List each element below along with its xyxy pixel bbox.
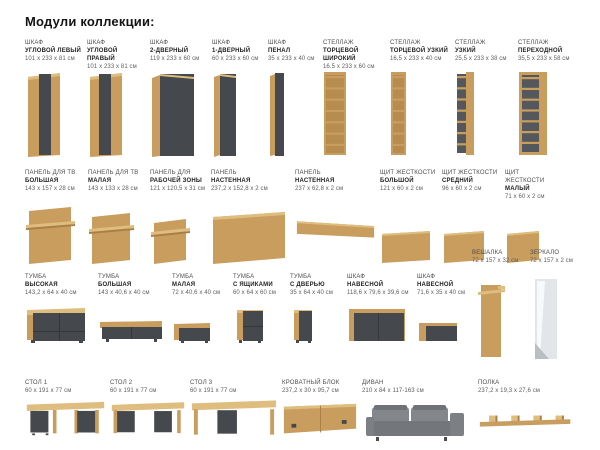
tv-panel-small-drawing	[88, 209, 136, 265]
cabinet-high-drawing	[25, 305, 87, 343]
module-dims: 237,2 х 152,8 х 2 см	[211, 186, 268, 192]
wall-cabinet-large-image	[347, 301, 413, 343]
corner-wardrobe-left-image	[25, 69, 83, 157]
module-label	[98, 273, 168, 301]
module-card	[380, 169, 442, 265]
module-dims: 118,6 х 79,6 х 39,6 см	[347, 290, 409, 296]
module-dims: 60 х 233 х 60 см	[212, 56, 259, 62]
module-label	[25, 39, 83, 69]
module-variant: С ДВЕРЬЮ	[290, 282, 325, 288]
module-name: ПАНЕЛЬ	[211, 170, 237, 176]
rack-end-wide-image	[323, 69, 386, 157]
rack-end-wide-drawing	[323, 69, 347, 157]
module-name: ПАНЕЛЬ ДЛЯ ТВ	[25, 170, 76, 176]
wardrobe-penal-image	[268, 69, 319, 157]
coat-hanger-image	[472, 277, 526, 361]
module-card	[362, 379, 478, 445]
module-name: ПАНЕЛЬ ДЛЯ	[150, 170, 191, 176]
module-dims: 72 х 157 х 32 см	[472, 258, 519, 264]
module-name: СТОЛ 1	[25, 380, 48, 386]
module-name: ВЕШАЛКА	[472, 250, 503, 256]
desk-3-image	[190, 397, 278, 445]
cabinet-drawers-image	[233, 301, 286, 343]
module-card	[233, 273, 290, 343]
module-variant: МАЛАЯ	[172, 282, 196, 288]
module-name: ЩИТ ЖЕСТКОСТИ	[505, 170, 545, 184]
module-dims: 121 х 60 х 2 см	[380, 186, 423, 192]
module-label	[290, 273, 343, 301]
module-card	[98, 273, 172, 343]
module-name: ЩИТ ЖЕСТКОСТИ	[442, 170, 498, 176]
cabinet-high-image	[25, 301, 94, 343]
module-variant: БОЛЬШАЯ	[25, 178, 59, 184]
module-card	[25, 169, 88, 265]
mirror-image	[530, 277, 581, 361]
module-card	[518, 39, 578, 157]
cabinet-door-image	[290, 301, 343, 343]
module-label	[282, 379, 358, 397]
module-variant: УГЛОВОЙ ЛЕВЫЙ	[25, 48, 82, 54]
module-label	[472, 249, 526, 277]
module-name: ШКАФ	[25, 40, 44, 46]
module-name: СТЕЛЛАЖ	[455, 40, 486, 46]
module-card	[88, 169, 150, 265]
module-dims: 60 х 191 х 77 см	[25, 388, 72, 394]
module-card	[150, 169, 211, 265]
cabinet-small-drawing	[172, 321, 212, 343]
module-dims: 119 х 233 х 60 см	[150, 56, 200, 62]
module-card	[282, 379, 362, 445]
module-label	[25, 273, 94, 301]
cabinet-large-drawing	[98, 319, 164, 343]
module-card	[417, 273, 472, 343]
module-card	[455, 39, 518, 157]
module-name: СТЕЛЛАЖ	[323, 40, 354, 46]
module-row	[25, 250, 600, 361]
module-card	[25, 39, 87, 157]
module-dims: 71,6 х 35 х 40 см	[417, 290, 466, 296]
wardrobe-1-door-image	[212, 69, 264, 157]
wall-cabinet-large-drawing	[347, 307, 407, 343]
module-dims: 16,5 х 233 х 40 см	[390, 56, 442, 62]
module-card	[530, 249, 585, 361]
module-label	[150, 169, 207, 199]
sofa-drawing	[362, 399, 466, 445]
module-variant: НАСТЕННАЯ	[295, 178, 335, 184]
wall-cabinet-small-image	[417, 301, 468, 343]
module-label	[442, 169, 501, 199]
desk-3-drawing	[190, 395, 278, 443]
module-card	[172, 273, 233, 343]
module-name: ТУМБА	[290, 274, 312, 280]
module-variant: УГЛОВОЙ ПРАВЫЙ	[87, 48, 118, 62]
module-variant: ТОРЦЕВОЙ ШИРОКИЙ	[323, 48, 359, 62]
module-name: ТУМБА	[233, 274, 255, 280]
shelf-drawing	[478, 413, 574, 431]
shelf-image	[478, 397, 574, 445]
module-name: СТЕЛЛАЖ	[518, 40, 549, 46]
module-variant: С ЯЩИКАМИ	[233, 282, 273, 288]
module-variant: НАСТЕННАЯ	[211, 178, 251, 184]
work-zone-panel-image	[150, 199, 207, 265]
module-card	[212, 39, 268, 157]
module-dims: 60 х 64 х 60 см	[233, 290, 276, 296]
module-label	[478, 379, 574, 397]
module-variant: НАВЕСНОЙ	[347, 282, 384, 288]
module-label	[362, 379, 474, 397]
module-variant: РАБОЧЕЙ ЗОНЫ	[150, 178, 202, 184]
module-dims: 71 х 60 х 2 см	[505, 194, 545, 200]
module-name: ШКАФ	[150, 40, 169, 46]
modules-grid	[25, 39, 600, 445]
cabinet-drawers-drawing	[233, 307, 267, 343]
module-card	[190, 379, 282, 445]
module-card	[268, 39, 323, 157]
module-variant: ВЫСОКАЯ	[25, 282, 58, 288]
module-card	[295, 169, 380, 265]
module-name: ШКАФ	[87, 40, 106, 46]
rack-end-narrow-drawing	[390, 69, 407, 157]
module-name: ШКАФ	[212, 40, 231, 46]
wall-panel-low-drawing	[295, 215, 376, 243]
module-label	[233, 273, 286, 301]
module-name: ШКАФ	[268, 40, 287, 46]
module-dims: 237,2 х 30 х 95,7 см	[282, 388, 339, 394]
module-dims: 143 х 133 х 28 см	[88, 186, 138, 192]
wardrobe-2-door-drawing	[150, 69, 196, 157]
wardrobe-1-door-drawing	[212, 69, 238, 157]
module-dims: 121 х 120,5 х 31 см	[150, 186, 206, 192]
module-label	[518, 39, 574, 69]
wardrobe-2-door-image	[150, 69, 208, 157]
corner-wardrobe-right-image	[87, 69, 146, 157]
module-card	[25, 273, 98, 343]
module-label	[505, 169, 559, 199]
module-variant: НАВЕСНОЙ	[417, 282, 454, 288]
module-name: ПАНЕЛЬ	[295, 170, 321, 176]
module-label	[455, 39, 514, 69]
module-dims: 143,2 х 64 х 40 см	[25, 290, 77, 296]
module-name: ПОЛКА	[478, 380, 500, 386]
tv-panel-large-drawing	[25, 203, 77, 265]
rack-narrow-image	[455, 69, 514, 157]
rack-transition-drawing	[518, 69, 548, 157]
module-dims: 25,5 х 233 х 38 см	[455, 56, 507, 62]
wall-panel-low-image	[295, 199, 376, 265]
module-card	[390, 39, 455, 157]
wall-cabinet-small-drawing	[417, 321, 459, 343]
mirror-drawing	[530, 277, 562, 361]
module-card	[347, 273, 417, 343]
module-label	[212, 39, 264, 69]
module-card	[290, 273, 347, 343]
module-dims: 16.5 х 233 х 60 см	[323, 64, 375, 70]
module-dims: 72 х 40,6 х 40 см	[172, 290, 221, 296]
corner-wardrobe-left-drawing	[25, 69, 63, 157]
module-label	[211, 169, 291, 199]
module-dims: 101 х 233 х 81 см	[87, 64, 137, 70]
module-label	[323, 39, 386, 69]
corner-wardrobe-right-drawing	[87, 69, 125, 157]
module-name: ТУМБА	[98, 274, 120, 280]
module-label	[87, 39, 146, 69]
module-card	[472, 249, 530, 361]
wall-panel-large-drawing	[211, 209, 287, 265]
module-name: КРОВАТНЫЙ БЛОК	[282, 380, 340, 386]
module-card	[110, 379, 190, 445]
module-variant: 1-ДВЕРНЫЙ	[212, 48, 251, 54]
module-variant: СРЕДНИЙ	[442, 178, 473, 184]
bed-block-drawing	[282, 401, 358, 441]
rack-end-narrow-image	[390, 69, 451, 157]
module-variant: МАЛЫЙ	[505, 186, 530, 192]
rack-transition-image	[518, 69, 574, 157]
wall-panel-large-image	[211, 199, 291, 265]
module-card	[87, 39, 150, 157]
module-name: ТУМБА	[25, 274, 47, 280]
desk-1-drawing	[25, 395, 106, 443]
module-variant: БОЛЬШАЯ	[98, 282, 132, 288]
module-label	[390, 39, 451, 69]
module-variant: МАЛАЯ	[88, 178, 112, 184]
module-name: ЩИТ ЖЕСТКОСТИ	[380, 170, 436, 176]
module-label	[380, 169, 438, 199]
module-dims: 35 х 233 х 40 см	[268, 56, 315, 62]
stiffener-large-image	[380, 199, 438, 265]
module-dims: 35,5 х 233 х 58 см	[518, 56, 570, 62]
sofa-image	[362, 397, 474, 445]
module-label	[295, 169, 376, 199]
module-name: ШКАФ	[347, 274, 366, 280]
module-label	[417, 273, 468, 301]
module-dims: 60 х 191 х 77 см	[110, 388, 157, 394]
cabinet-small-image	[172, 301, 229, 343]
module-variant: ПЕРЕХОДНОЙ	[518, 48, 563, 54]
module-dims: 143 х 157 х 28 см	[25, 186, 75, 192]
desk-2-image	[110, 397, 186, 445]
module-variant: ТОРЦЕВОЙ УЗКИЙ	[390, 48, 448, 54]
module-label	[88, 169, 146, 199]
module-name: ДИВАН	[362, 380, 384, 386]
module-dims: 237,2 х 19,3 х 27,6 см	[478, 388, 541, 394]
module-dims: 96 х 60 х 2 см	[442, 186, 482, 192]
page-title: Модули коллекции:	[25, 14, 155, 29]
tv-panel-small-image	[88, 199, 146, 265]
bed-block-image	[282, 397, 358, 445]
stiffener-large-drawing	[380, 229, 432, 265]
module-name: ПАНЕЛЬ ДЛЯ ТВ	[88, 170, 139, 176]
module-name: ЗЕРКАЛО	[530, 250, 560, 256]
module-label	[347, 273, 413, 301]
cabinet-door-drawing	[290, 307, 316, 343]
module-variant: БОЛЬШОЙ	[380, 178, 414, 184]
coat-hanger-drawing	[472, 277, 506, 361]
module-name: ТУМБА	[172, 274, 194, 280]
module-variant: УЗКИЙ	[455, 48, 476, 54]
desk-1-image	[25, 397, 106, 445]
module-label	[150, 39, 208, 69]
wardrobe-penal-drawing	[268, 69, 286, 157]
desk-2-drawing	[110, 395, 186, 443]
module-label	[172, 273, 229, 301]
module-dims: 143 х 40,6 х 40 см	[98, 290, 150, 296]
module-label	[25, 169, 84, 199]
module-name: СТОЛ 2	[110, 380, 133, 386]
cabinet-large-image	[98, 301, 168, 343]
module-dims: 60 х 191 х 77 см	[190, 388, 237, 394]
rack-narrow-drawing	[455, 69, 475, 157]
module-label	[268, 39, 319, 69]
module-card	[211, 169, 295, 265]
module-card	[25, 379, 110, 445]
module-variant: ПЕНАЛ	[268, 48, 291, 54]
module-dims: 237 х 62,8 х 2 см	[295, 186, 344, 192]
module-row	[25, 379, 600, 445]
module-card	[323, 39, 390, 157]
module-dims: 210 х 84 х 117-163 см	[362, 388, 424, 394]
module-variant: 2-ДВЕРНЫЙ	[150, 48, 189, 54]
module-name: ШКАФ	[417, 274, 436, 280]
module-row	[25, 39, 600, 157]
tv-panel-large-image	[25, 199, 84, 265]
module-name: СТЕЛЛАЖ	[390, 40, 421, 46]
module-card	[150, 39, 212, 157]
module-name: СТОЛ 3	[190, 380, 213, 386]
module-dims: 35 х 64 х 40 см	[290, 290, 333, 296]
module-dims: 72 х 157 х 2 см	[530, 258, 573, 264]
module-card	[478, 379, 578, 445]
module-label	[530, 249, 581, 277]
module-dims: 101 х 233 х 81 см	[25, 56, 75, 62]
work-zone-panel-drawing	[150, 215, 192, 265]
